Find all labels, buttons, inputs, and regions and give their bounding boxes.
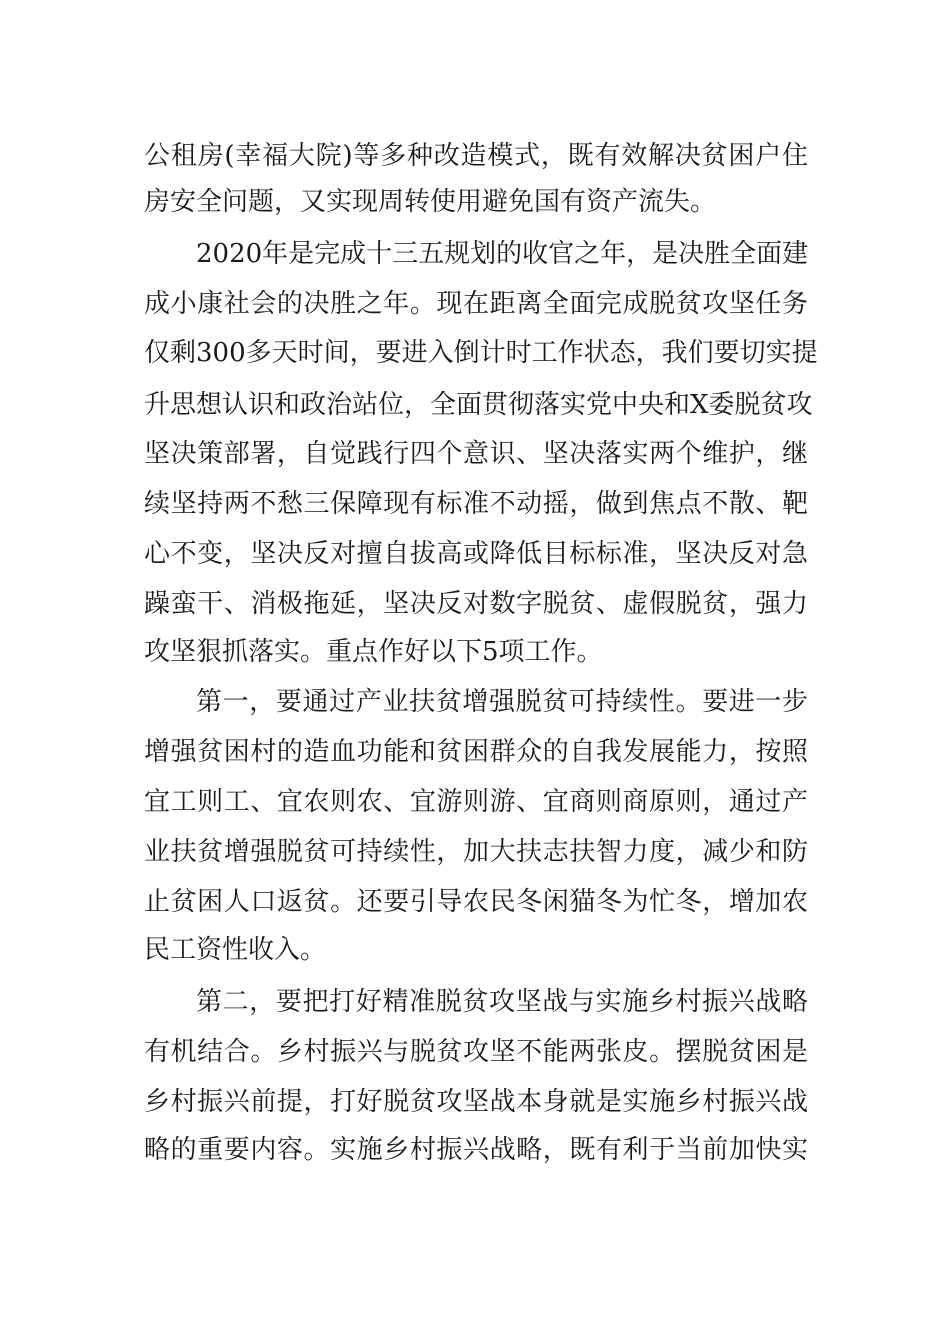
text-line: 攻坚狠抓落实。重点作好以下5项工作。	[144, 637, 603, 667]
text-line: 房安全问题，又实现周转使用避免国有资产流失。	[144, 187, 717, 217]
text-line: 有机结合。乡村振兴与脱贫攻坚不能两张皮。摆脱贫困是	[144, 1037, 808, 1067]
text-line: 躁蛮干、消极拖延，坚决反对数字脱贫、虚假脱贫，强力	[144, 589, 808, 619]
text-line: 公租房(幸福大院)等多种改造模式，既有效解决贫困户住	[144, 141, 808, 171]
text-line: 业扶贫增强脱贫可持续性，加大扶志扶智力度，减少和防	[144, 837, 808, 867]
text-line: 民工资性收入。	[144, 935, 327, 965]
text-line: 2020年是完成十三五规划的收官之年，是决胜全面建	[196, 239, 809, 269]
text-line: 第二，要把打好精准脱贫攻坚战与实施乡村振兴战略	[196, 987, 808, 1017]
text-line: 乡村振兴前提，打好脱贫攻坚战本身就是实施乡村振兴战	[144, 1087, 808, 1117]
text-line: 心不变，坚决反对擅自拔高或降低目标标准，坚决反对急	[144, 539, 808, 569]
text-line: 略的重要内容。实施乡村振兴战略，既有利于当前加快实	[144, 1135, 808, 1165]
text-line: 坚决策部署，自觉践行四个意识、坚决落实两个维护，继	[144, 439, 808, 469]
text-line: 宜工则工、宜农则农、宜游则游、宜商则商原则，通过产	[144, 787, 808, 817]
text-line: 仅剩300多天时间，要进入倒计时工作状态，我们要切实提	[144, 338, 818, 368]
text-line: 升思想认识和政治站位，全面贯彻落实党中央和X委脱贫攻	[144, 390, 813, 420]
text-line: 止贫困人口返贫。还要引导农民冬闲猫冬为忙冬，增加农	[144, 887, 808, 917]
text-line: 成小康社会的决胜之年。现在距离全面完成脱贫攻坚任务	[144, 289, 808, 319]
text-line: 续坚持两不愁三保障现有标准不动摇，做到焦点不散、靶	[144, 489, 808, 519]
text-line: 增强贫困村的造血功能和贫困群众的自我发展能力，按照	[144, 737, 808, 767]
text-line: 第一，要通过产业扶贫增强脱贫可持续性。要进一步	[196, 687, 808, 717]
